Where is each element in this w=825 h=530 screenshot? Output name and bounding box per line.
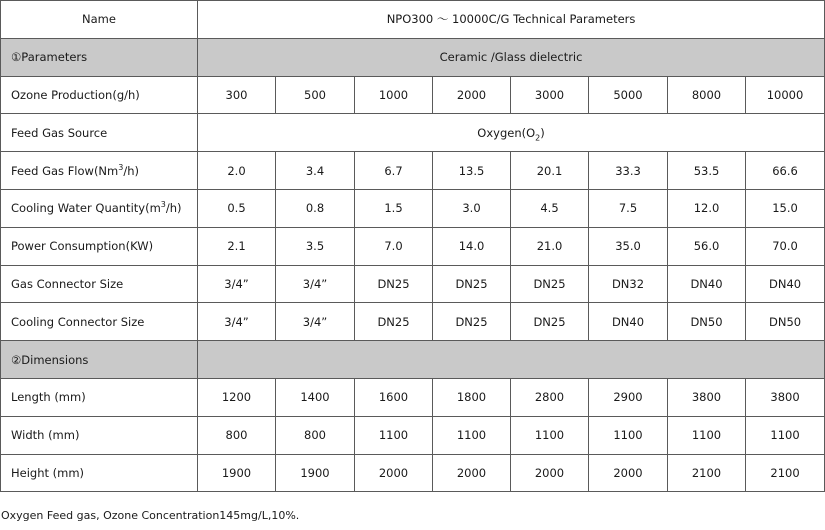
row-label: Cooling Connector Size [1, 303, 198, 341]
cell: 2000 [511, 454, 589, 492]
cell: 3.5 [276, 227, 355, 265]
header-row [1, 1, 825, 39]
cell: 35.0 [589, 227, 668, 265]
cell: DN40 [746, 265, 825, 303]
table-row [1, 454, 825, 492]
cell: DN25 [511, 265, 589, 303]
cell: 1800 [433, 378, 511, 416]
cell: 1900 [198, 454, 276, 492]
cell: 0.8 [276, 189, 355, 227]
row-label-text: Feed Gas Flow(Nm [11, 163, 119, 178]
table-row [1, 416, 825, 454]
cell: 3/4” [276, 265, 355, 303]
feed-gas-text: Oxygen(O [477, 125, 536, 140]
row-label: Power Consumption(KW) [1, 227, 198, 265]
cell: 12.0 [668, 189, 746, 227]
cell: 2100 [746, 454, 825, 492]
table-row [1, 265, 825, 303]
row-label [1, 152, 198, 190]
cell: 1900 [276, 454, 355, 492]
cell: DN25 [511, 303, 589, 341]
cell: 1100 [668, 416, 746, 454]
cell: 800 [276, 416, 355, 454]
table-row [1, 227, 825, 265]
cell: 1600 [355, 378, 433, 416]
section-parameters-row [1, 38, 825, 76]
row-label: Height (mm) [1, 454, 198, 492]
table-row [1, 303, 825, 341]
cell: 2800 [511, 378, 589, 416]
row-label: Width (mm) [1, 416, 198, 454]
section-dimensions-row [1, 341, 825, 379]
cell: 6.7 [355, 152, 433, 190]
cell: 7.5 [589, 189, 668, 227]
cell: DN25 [355, 303, 433, 341]
cell: 3800 [668, 378, 746, 416]
cell: 5000 [589, 76, 668, 114]
cell: 2000 [589, 454, 668, 492]
cell: 10000 [746, 76, 825, 114]
name-header: Name [1, 1, 198, 39]
cell: 2900 [589, 378, 668, 416]
cell: 21.0 [511, 227, 589, 265]
table-title: NPO300 ～ 10000C/G Technical Parameters [198, 1, 825, 39]
cell: 3000 [511, 76, 589, 114]
cell: 1100 [511, 416, 589, 454]
row-label-text: Cooling Water Quantity(m [11, 201, 161, 216]
cell: DN40 [668, 265, 746, 303]
cell: 2000 [355, 454, 433, 492]
cell: 1100 [589, 416, 668, 454]
table-row [1, 114, 825, 152]
cell: 7.0 [355, 227, 433, 265]
cell: 3800 [746, 378, 825, 416]
cell: 1100 [355, 416, 433, 454]
cell: 2100 [668, 454, 746, 492]
cell: DN25 [433, 303, 511, 341]
cell: DN50 [746, 303, 825, 341]
cell: 800 [198, 416, 276, 454]
cell: DN32 [589, 265, 668, 303]
cell: 1200 [198, 378, 276, 416]
row-label: Feed Gas Source [1, 114, 198, 152]
feed-gas-source-value [198, 114, 825, 152]
cell: 3.0 [433, 189, 511, 227]
cell: 66.6 [746, 152, 825, 190]
row-label: Length (mm) [1, 378, 198, 416]
cell: 3/4” [198, 265, 276, 303]
cell: 3.4 [276, 152, 355, 190]
feed-gas-text-end: ) [540, 125, 545, 140]
row-label: Ozone Production(g/h) [1, 76, 198, 114]
row-label [1, 189, 198, 227]
feed-gas-subscript: 2 [535, 133, 541, 143]
cell: DN50 [668, 303, 746, 341]
row-label: Gas Connector Size [1, 265, 198, 303]
section-parameters-label: ①Parameters [1, 38, 198, 76]
cell: 3/4” [198, 303, 276, 341]
section-dimensions-fill [198, 341, 825, 379]
footnote: Oxygen Feed gas, Ozone Concentration145mg/L,10%. [1, 509, 300, 522]
cell: 56.0 [668, 227, 746, 265]
cell: DN40 [589, 303, 668, 341]
cell: 0.5 [198, 189, 276, 227]
cell: 1100 [433, 416, 511, 454]
dielectric-type: Ceramic /Glass dielectric [198, 38, 825, 76]
cell: 1100 [746, 416, 825, 454]
cell: 33.3 [589, 152, 668, 190]
cell: 14.0 [433, 227, 511, 265]
cell: DN25 [355, 265, 433, 303]
cell: 1400 [276, 378, 355, 416]
cell: 13.5 [433, 152, 511, 190]
cell: 1.5 [355, 189, 433, 227]
cell: 2.1 [198, 227, 276, 265]
cell: 2000 [433, 454, 511, 492]
cell: 1000 [355, 76, 433, 114]
cell: DN25 [433, 265, 511, 303]
cell: 20.1 [511, 152, 589, 190]
row-label-end: /h) [123, 163, 139, 178]
cell: 2.0 [198, 152, 276, 190]
cell: 70.0 [746, 227, 825, 265]
table-row [1, 189, 825, 227]
cell: 3/4” [276, 303, 355, 341]
table-row [1, 152, 825, 190]
row-label-end: /h) [165, 201, 182, 216]
section-dimensions-label: ②Dimensions [1, 341, 198, 379]
cell: 15.0 [746, 189, 825, 227]
cell: 300 [198, 76, 276, 114]
cell: 53.5 [668, 152, 746, 190]
cell: 500 [276, 76, 355, 114]
cell: 4.5 [511, 189, 589, 227]
table-row [1, 76, 825, 114]
row-label-sup: 3 [160, 200, 166, 210]
row-label-sup: 3 [118, 162, 124, 172]
cell: 8000 [668, 76, 746, 114]
cell: 2000 [433, 76, 511, 114]
table-row [1, 378, 825, 416]
